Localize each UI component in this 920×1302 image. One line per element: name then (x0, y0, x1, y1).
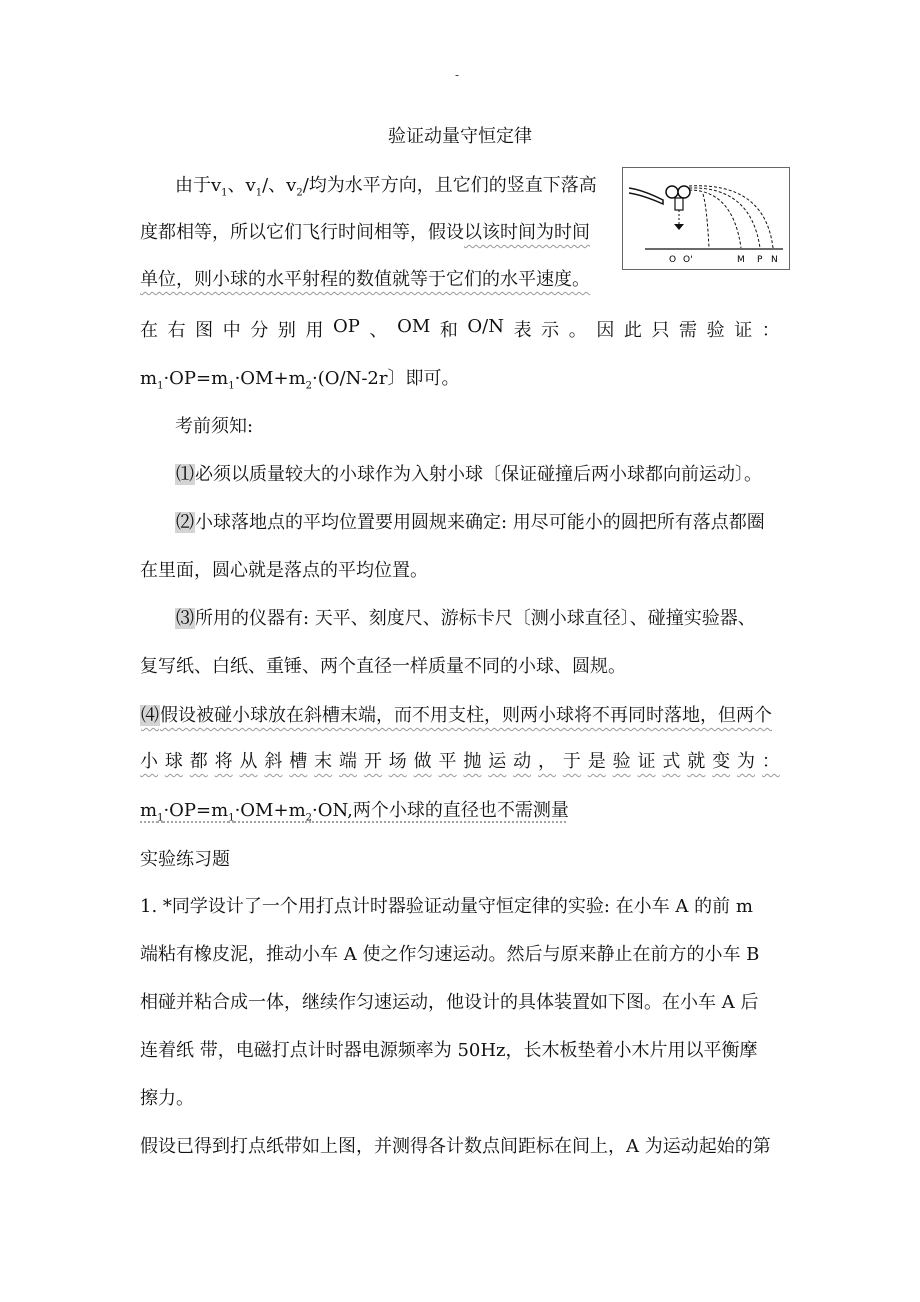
note-1: ⑴必须以质量较大的小球作为入射小球〔保证碰撞后两小球都向前运动〕。 (176, 464, 762, 485)
label-m: M (737, 255, 745, 265)
intro-line-2: 度都相等，所以它们飞行时间相等，假设以该时间为时间 (140, 222, 590, 243)
label-o-prime: O' (683, 255, 693, 265)
question-2-line-1: 假设已得到打点纸带如上图，并测得各计数点间距标在间上，A 为运动起始的第 (140, 1136, 771, 1157)
question-1-line-5: 擦力。 (140, 1088, 194, 1109)
formula-2: $m_1\cdot OP=m_1\cdot OM+m_2\cdot ON$,两个小球的直径也不需测量 (140, 800, 569, 824)
intro-line-1: 由于$v_1$、$v_1/$、$v_2/$均为水平方向，且它们的竖直下落高 (175, 175, 597, 199)
trajectory-p (689, 188, 760, 248)
trajectory-short (703, 194, 709, 248)
ramp-shape (629, 188, 663, 204)
label-n: N (771, 255, 778, 265)
note-4-line-1: ⑷假设被碰小球放在斜槽末端，而不用支柱，则两小球将不再同时落地，但两个 (141, 705, 772, 726)
exercise-heading: 实验练习题 (140, 849, 230, 870)
trajectory-n (689, 186, 773, 248)
label-p: P (757, 255, 763, 265)
note-2-line-1: ⑵小球落地点的平均位置要用圆规来确定: 用尽可能小的圆把所有落点都圈 (176, 512, 765, 533)
question-1-line-3: 相碰并粘合成一体，继续作匀速运动，他设计的具体装置如下图。在小车 A 后 (140, 992, 759, 1013)
intro-line-4: 在 右 图 中 分 别 用 OP 、 OM 和 O/N 表 示 。 因 此 只 需 验 证 ： (140, 316, 780, 341)
plumb-bob (674, 224, 684, 230)
note-3-line-2: 复写纸、白纸、重锤、两个直径一样质量不同的小球、圆规。 (140, 656, 626, 677)
target-ball (678, 186, 690, 198)
note-3-line-1: ⑶所用的仪器有: 天平、刻度尺、游标卡尺〔测小球直径〕、碰撞实验器、 (176, 608, 756, 629)
question-1-line-1: 1. *同学设计了一个用打点计时器验证动量守恒定律的实验: 在小车 A 的前 m (140, 896, 753, 917)
incident-ball (666, 186, 678, 198)
notes-heading: 考前须知: (175, 416, 254, 437)
question-1-line-2: 端粘有橡皮泥，推动小车 A 使之作匀速运动。然后与原来静止在前方的小车 B (140, 944, 760, 965)
page-header-dash: - (455, 68, 460, 82)
support-post (675, 198, 683, 210)
collision-diagram-svg (623, 168, 789, 269)
intro-line-3: 单位，则小球的水平射程的数值就等于它们的水平速度。 (140, 269, 590, 290)
question-1-line-4: 连着纸 带，电磁打点计时器电源频率为 50Hz，长木板垫着小木片用以平衡摩 (140, 1040, 758, 1061)
note-2-line-2: 在里面，圆心就是落点的平均位置。 (140, 560, 428, 581)
formula-1: $m_1\cdot OP=m_1\cdot OM+m_2\cdot(O/N-2r$〕即可。 (140, 368, 460, 392)
collision-diagram (622, 167, 790, 270)
label-o: O (669, 255, 677, 265)
page-title: 验证动量守恒定律 (388, 126, 532, 147)
note-4-line-2: 小 球 都 将 从 斜 槽 末 端 开 场 做 平 抛 运 动 ， 于 是 验 证 式 就 变 为 ： (140, 751, 780, 772)
